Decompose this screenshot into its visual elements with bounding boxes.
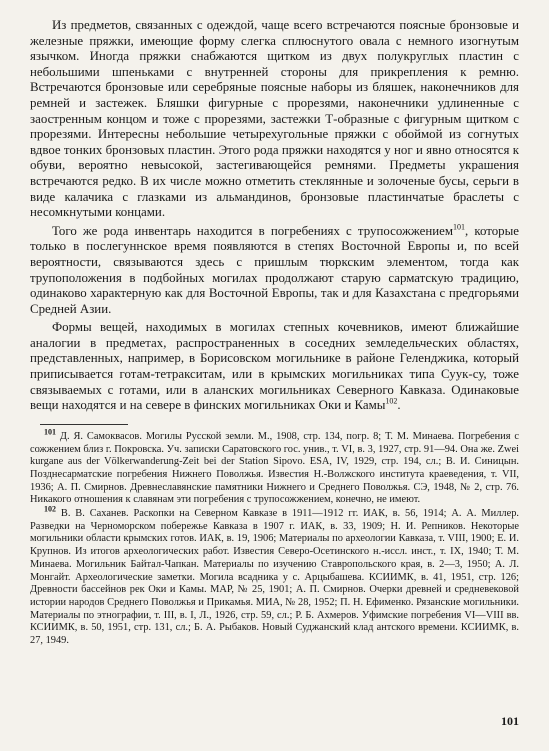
footnote-102	[30, 504, 519, 648]
footnote-text: Д. Я. Самоквасов. Могилы Русской земли. М., 1908, стр. 134, погр. 8; Т. М. Минаева. Погребения с сожжением близ г. Покровска. Уч. записки Саратовского гос. унив., т. VI, в. 3, 1927, стр. 91—94. Она же. Zwei kurgane aus der Völkerwanderung-Zeit bei der Station Sipovo. ESA, IV, 1929, стр. 194, сл.; В. И. Синицын. Позднесарматские погребения Нижнего Поволжья. Известия Н.-Волжского института краеведения, т. VII, 1936; А. П. Смирнов. Древнеславянские памятники Нижнего и Среднего Поволжья. СЭ, 1948, № 2, стр. 76. Никакого отношения к славянам эти погребения с трупосожжением, конечно, не имеют.	[30, 430, 519, 506]
paragraph-2-text-a: Того же рода инвентарь находится в погребениях с трупосожжением	[52, 223, 453, 238]
footnote-ref-102[interactable]: 102	[385, 396, 398, 406]
page-number: 101	[501, 714, 519, 728]
footnote-ref-101[interactable]: 101	[453, 222, 465, 232]
paragraph-3-text-b: .	[397, 398, 401, 413]
footnote-divider	[40, 424, 128, 425]
paragraph-2-text-b: , которые только в послегуннское время появляются в степях Восточной Европы и, по всей вероятности, связываются здесь с пришлым тюркским элементом, тогда как трупоположения в подбойных могилах продолжают старую сарматскую традицию, одинаково характерную как для Восточной Европы, так и для Казахстана с предгорьями Средней Азии.	[30, 223, 519, 316]
paragraph-3-text-a: Формы вещей, находимых в могилах степных кочевников, имеют ближайшие аналогии в предметах, распространенных в соседних земледельческих областях, представленных, например, в Борисовском могильнике в районе Геленджика, который приписывается готам-тетракситам, или в крымских могильниках типа Суук-су, тоже связываемых с готами, или в аланских могильниках Северного Кавказа. Одинаковые вещи находятся и на севере в финских могильниках Оки и Камы	[30, 320, 519, 413]
paragraph-2	[30, 224, 519, 318]
footnote-number: 101	[44, 427, 56, 437]
paragraph-3	[30, 320, 519, 414]
footnote-101	[30, 427, 519, 507]
footnote-number: 102	[44, 504, 56, 514]
paragraph-1-text: Из предметов, связанных с одеждой, чаще всего встречаются поясные бронзовые и железные пряжки, имеющие форму слегка сплюснутого овала с немного изогнутым язычком. Иногда пряжки снабжаются щитком из двух полукруглых пластин с небольшими шпеньками с внутренней стороны для прикрепления к ремню. Встречаются бронзовые или серебряные поясные наборы из бляшек, наконечников для ремней и застежек. Бляшки фигурные с прорезями, наконечники удлиненные с заостренным концом и тоже с прорезями, застежки Т-образные с фигурным щитком с прорезями. Интересны небольшие четырехугольные пряжки с обоймой из согнутых вдвое тонких бронзовых пластин. Этого рода пряжки находятся у ног и явно относятся к обуви, вероятно невысокой, застегивающейся ремнями. Предметы украшения встречаются редко. В их числе можно отметить стеклянные и золоченые бусы, серьги в виде калачика с глазками из альмандинов, бронзовые пластинчатые браслеты с несомкнутыми концами.	[30, 18, 519, 220]
paragraph-1	[30, 18, 519, 221]
footnote-text: В. В. Саханев. Раскопки на Северном Кавказе в 1911—1912 гг. ИАК, в. 56, 1914; А. А. Миллер. Разведки на Черноморском побережье Кавказа в 1907 г. ИАК, в. 33, 1909; Н. И. Репников. Некоторые могильники области крымских готов. ИАК, в. 19, 1906; Материалы по археологии Кавказа, т. VIII, 1900; Е. И. Крупнов. Из итогов археологических работ. Известия Северо-Осетинского н.-иссл. инст., т. IX, 1940; Т. М. Минаева. Могильник Байтал-Чапкан. Материалы по изучению Ставропольского края, в. 2—3, 1950; А. Л. Монгайт. Археологические заметки. Могила всадника у с. Арцыбашева. КСИИМК, в. 41, 1951, стр. 126; Древности бассейнов рек Оки и Камы. МАР, № 25, 1901; А. П. Смирнов. Очерки древней и средневековой истории народов Среднего Поволжья и Прикамья. МИА, № 28, 1952; П. Н. Ефименко. Рязанские могильники. Материалы по этнографии, т. III, в. I, Л., 1926, стр. 59, сл.; Р. Б. Ахмеров. Уфимские погребения VI—VIII вв. КСИИМК, в. 50, 1951, стр. 131, сл.; Б. А. Рыбаков. Новый Суджанский клад антского времени. КСИИМК, в. 27, 1949.	[30, 508, 519, 647]
